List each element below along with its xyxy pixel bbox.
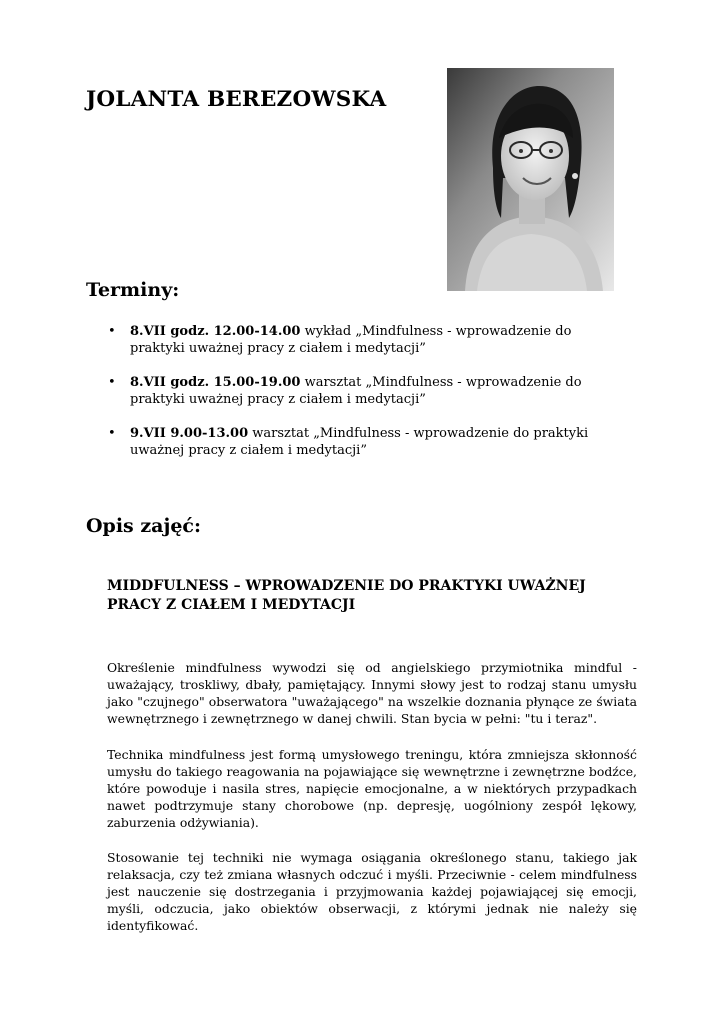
term-item (106, 323, 626, 357)
page-title: JOLANTA BEREZOWSKA (86, 87, 387, 112)
description-heading: Opis zajęć: (86, 515, 202, 537)
bullet-icon: • (108, 324, 116, 339)
bullet-icon: • (108, 375, 116, 390)
term-description: warsztat „Mindfulness - wprowadzenie do praktyki uważnej pracy z ciałem i medytacji” (130, 426, 589, 458)
description-paragraph: Stosowanie tej techniki nie wymaga osiągania określonego stanu, takiego jak relaksacja, czy też zmiana własnych odczuć i myśli. Przeciwnie - celem mindfulness jest nauczenie się dostrzegania i przyjmowania każdej pojawiającej się emocji, myśli, odczucia, jako obiektów obserwacji, z którymi jednak nie należy się identyfikować. (107, 850, 637, 933)
terms-heading: Terminy: (86, 279, 180, 301)
term-item (106, 374, 626, 408)
terms-list (106, 323, 626, 476)
description-paragraph: Określenie mindfulness wywodzi się od angielskiego przymiotnika mindful - uważający, troskliwy, dbały, pamiętający. Innymi słowy jest to rodzaj stanu umysłu jako "czujnego" obserwatora "uważającego" na wszelkie doznania płynące ze świata wewnętrznego i zewnętrznego w danej chwili. Stan bycia w pełni: "tu i teraz". (107, 660, 637, 726)
portrait-photo (447, 68, 614, 291)
bullet-icon: • (108, 426, 116, 441)
workshop-title: MIDDFULNESS – WPROWADZENIE DO PRAKTYKI UWAŻNEJ PRACY Z CIAŁEM I MEDYTACJI (107, 578, 586, 613)
description-paragraph: Technika mindfulness jest formą umysłowego treningu, która zmniejsza skłonność umysłu do takiego reagowania na pojawiające się wewnętrzne i zewnętrzne bodźce, które powoduje i nasila stres, napięcie emocjonalne, a w niektórych przypadkach nawet podtrzymuje stany chorobowe (np. depresję, uogólniony zespół lękowy, zaburzenia odżywiania). (107, 747, 637, 830)
term-date: 8.VII godz. 12.00-14.00 (130, 324, 301, 339)
term-date: 8.VII godz. 15.00-19.00 (130, 375, 301, 390)
term-date: 9.VII 9.00-13.00 (130, 426, 249, 441)
term-item (106, 425, 626, 459)
term-description: wykład „Mindfulness - wprowadzenie do praktyki uważnej pracy z ciałem i medytacji” (130, 324, 572, 356)
term-description: warsztat „Mindfulness - wprowadzenie do praktyki uważnej pracy z ciałem i medytacji” (130, 375, 582, 407)
